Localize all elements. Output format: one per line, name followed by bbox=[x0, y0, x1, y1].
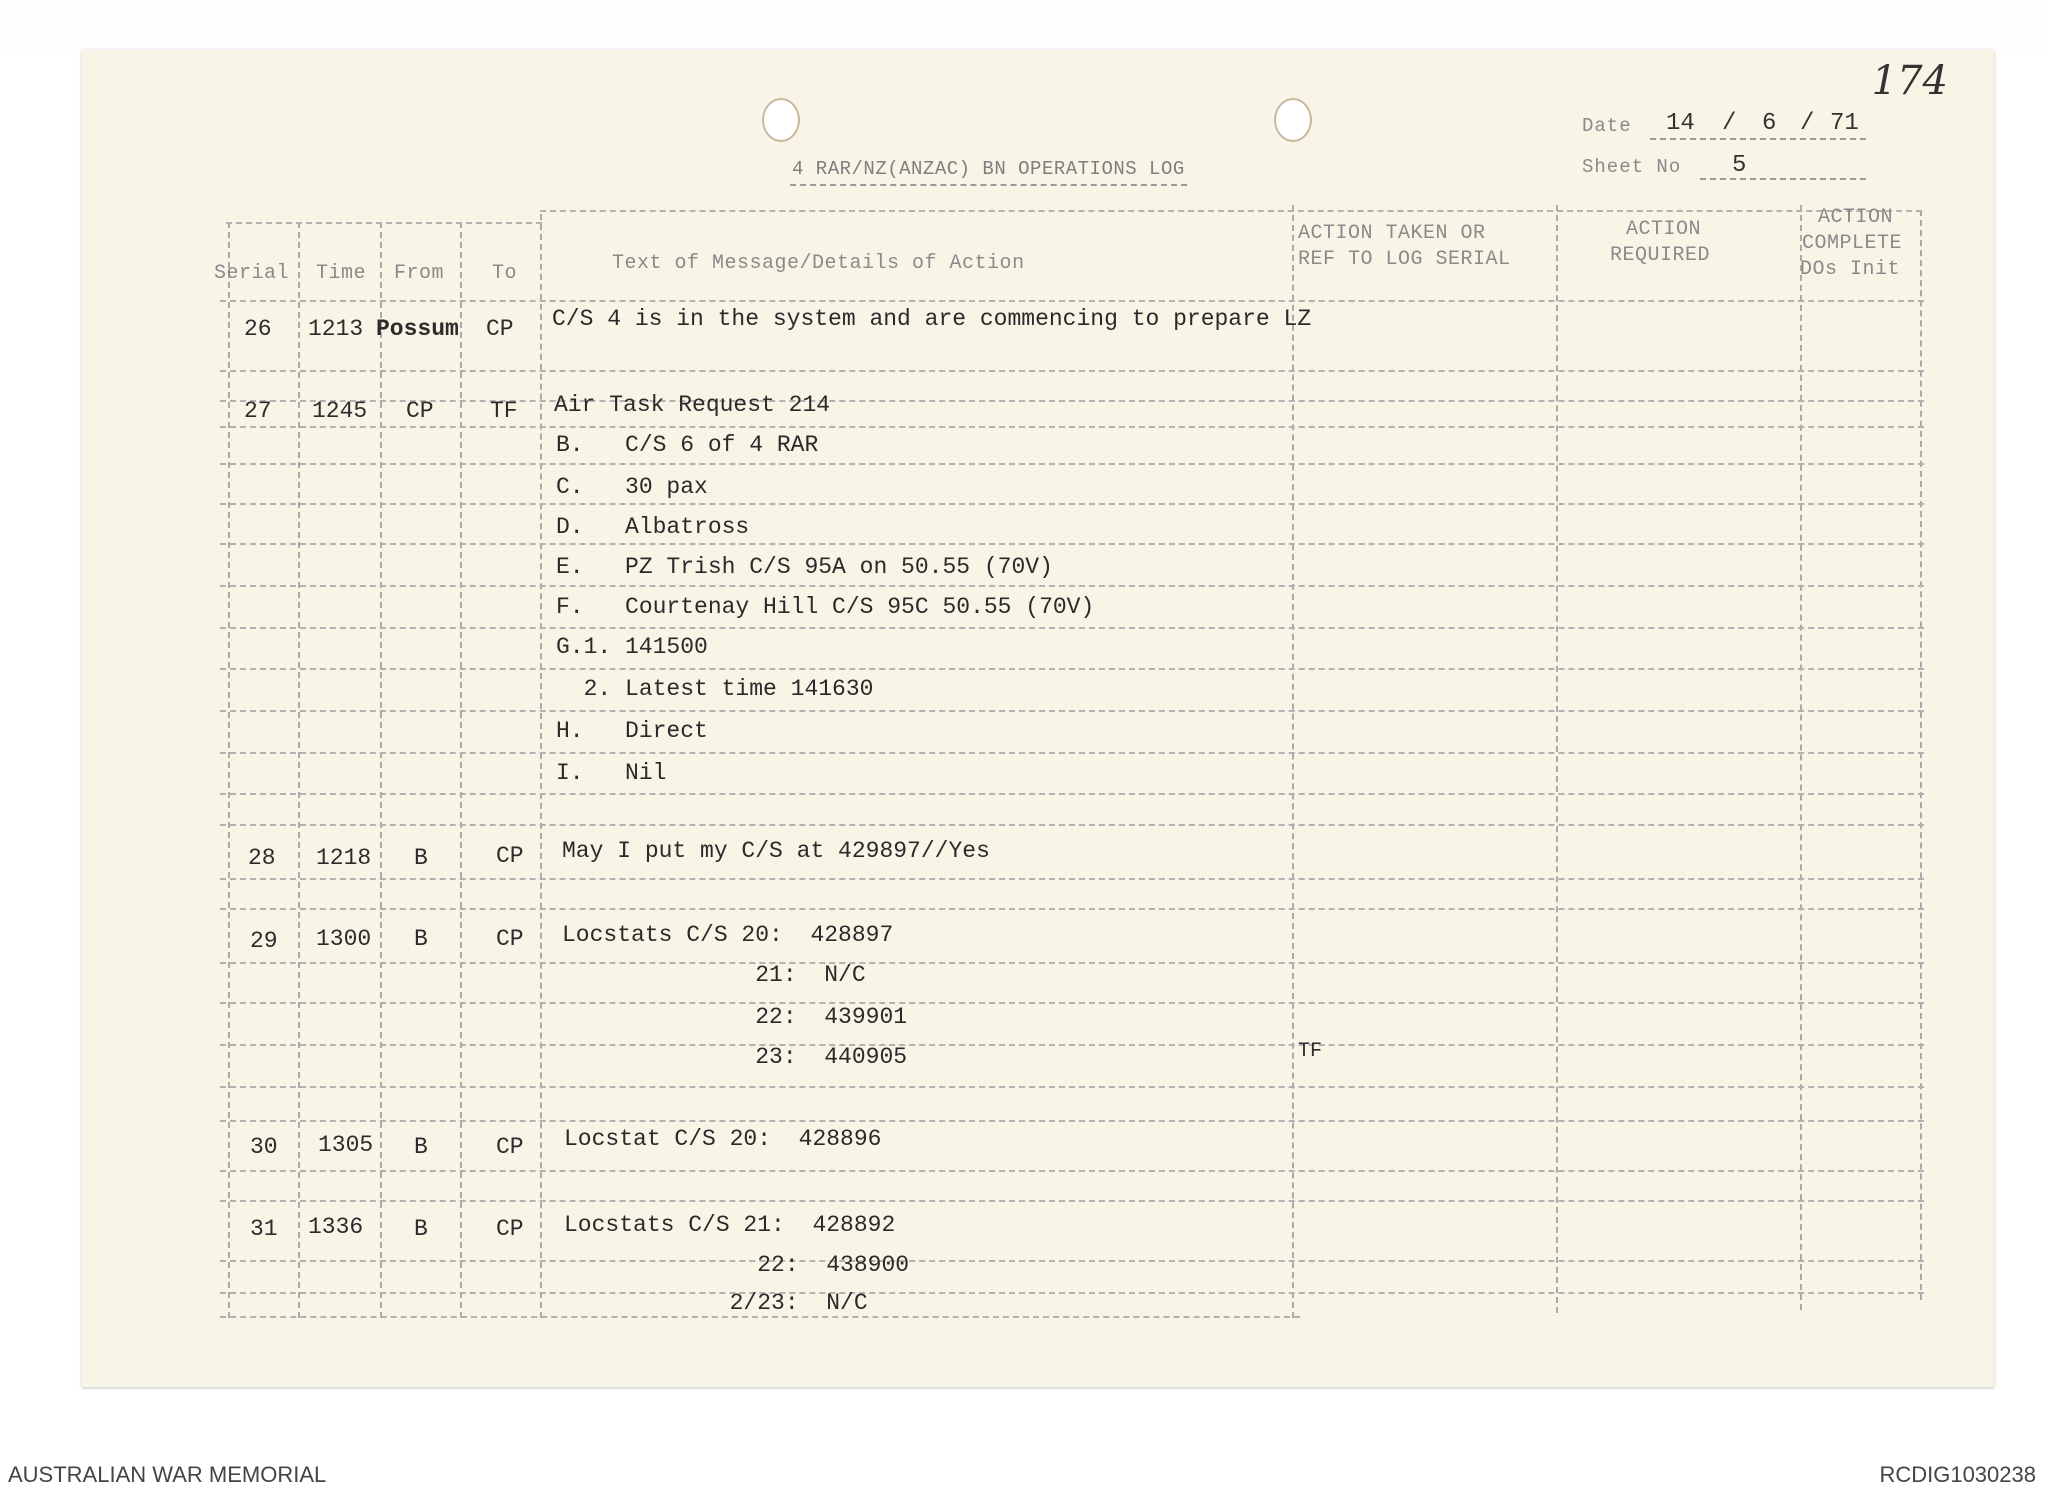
entry-to: CP bbox=[496, 926, 524, 952]
entry-text-line: 23: 440905 bbox=[562, 1044, 908, 1070]
col-header-from: From bbox=[394, 262, 445, 285]
date-sep-1: / bbox=[1722, 110, 1737, 137]
grid-hline bbox=[220, 1086, 1924, 1088]
entry-text-line: Locstat C/S 20: 428896 bbox=[564, 1126, 882, 1152]
grid-vline bbox=[540, 214, 542, 1318]
entry-to: CP bbox=[496, 1134, 524, 1160]
grid-hline bbox=[220, 908, 1924, 910]
col-header-action-required-2: REQUIRED bbox=[1610, 244, 1711, 267]
entry-text-line: C/S 4 is in the system and are commencing to prepare LZ bbox=[552, 306, 1312, 332]
action-taken-ref: TF bbox=[1298, 1040, 1323, 1063]
entry-time: 1336 bbox=[308, 1214, 364, 1240]
grid-vline bbox=[228, 222, 230, 1318]
entry-from: B bbox=[414, 1216, 428, 1242]
col-header-action-required-1: ACTION bbox=[1626, 218, 1702, 241]
grid-hline bbox=[220, 752, 1924, 754]
entry-text-line: 22: 438900 bbox=[564, 1252, 910, 1278]
date-month: 6 bbox=[1762, 110, 1777, 137]
entry-text-line: D. Albatross bbox=[556, 514, 750, 540]
entry-to: CP bbox=[496, 1216, 524, 1242]
grid-hline bbox=[220, 824, 1924, 826]
document-title: 4 RAR/NZ(ANZAC) BN OPERATIONS LOG bbox=[790, 158, 1187, 186]
grid-hline bbox=[220, 1044, 1924, 1046]
entry-text-line: 21: N/C bbox=[562, 962, 866, 988]
grid-hline bbox=[220, 1260, 1924, 1262]
entry-text-line: May I put my C/S at 429897//Yes bbox=[562, 838, 990, 864]
grid-hline bbox=[220, 710, 1924, 712]
col-header-serial: Serial bbox=[214, 262, 290, 285]
col-header-action-complete-1: ACTION bbox=[1818, 206, 1894, 229]
entry-serial: 26 bbox=[244, 316, 272, 342]
grid-hline bbox=[220, 370, 1924, 372]
grid-hline bbox=[220, 1120, 1924, 1122]
entry-from: Possum bbox=[376, 316, 459, 342]
entry-time: 1245 bbox=[312, 398, 368, 424]
grid-hline bbox=[220, 400, 1924, 402]
grid-vline bbox=[1920, 210, 1922, 1300]
grid-vline bbox=[460, 222, 462, 1318]
sheet-number: 5 bbox=[1732, 152, 1747, 179]
sheet-underline bbox=[1700, 178, 1866, 180]
grid-hline bbox=[220, 627, 1924, 629]
grid-hline bbox=[220, 503, 1924, 505]
footer-institution: AUSTRALIAN WAR MEMORIAL bbox=[8, 1462, 327, 1487]
col-header-action-taken-1: ACTION TAKEN OR bbox=[1298, 222, 1486, 245]
entry-serial: 31 bbox=[250, 1216, 278, 1242]
grid-hline bbox=[220, 426, 1924, 428]
entry-text-line: Air Task Request 214 bbox=[554, 392, 831, 418]
entry-from: B bbox=[414, 1134, 428, 1160]
grid-hline bbox=[220, 300, 1924, 302]
grid-hline bbox=[540, 210, 1922, 212]
grid-hline bbox=[226, 222, 542, 224]
entry-text-line: I. Nil bbox=[556, 760, 667, 786]
entry-serial: 30 bbox=[250, 1134, 278, 1160]
entry-from: B bbox=[414, 926, 428, 952]
sheet-label: Sheet No bbox=[1582, 156, 1682, 178]
grid-hline bbox=[220, 1292, 1924, 1294]
entry-text-line: Locstats C/S 21: 428892 bbox=[564, 1212, 896, 1238]
entry-time: 1305 bbox=[318, 1132, 374, 1158]
entry-time: 1300 bbox=[316, 926, 372, 952]
col-header-action-taken-2: REF TO LOG SERIAL bbox=[1298, 248, 1511, 271]
col-header-to: To bbox=[492, 262, 518, 285]
col-header-action-complete-3: DOs Init bbox=[1800, 258, 1901, 281]
col-header-time: Time bbox=[316, 262, 367, 285]
entry-text-line: G.1. 141500 bbox=[556, 634, 708, 660]
grid-hline bbox=[220, 793, 1924, 795]
entry-to: CP bbox=[496, 843, 524, 869]
entry-serial: 29 bbox=[250, 928, 278, 954]
grid-hline bbox=[220, 585, 1924, 587]
entry-from: CP bbox=[406, 398, 434, 424]
entry-time: 1213 bbox=[308, 316, 364, 342]
entry-text-line: Locstats C/S 20: 428897 bbox=[562, 922, 894, 948]
col-header-action-complete-2: COMPLETE bbox=[1802, 232, 1903, 255]
grid-hline bbox=[220, 1170, 1924, 1172]
entry-serial: 28 bbox=[248, 845, 276, 871]
entry-from: B bbox=[414, 845, 428, 871]
entry-text-line: C. 30 pax bbox=[556, 474, 708, 500]
top-margin bbox=[0, 0, 2048, 50]
grid-hline bbox=[220, 1002, 1924, 1004]
entry-time: 1218 bbox=[316, 845, 372, 871]
grid-vline bbox=[380, 222, 382, 1318]
entry-serial: 27 bbox=[244, 398, 272, 424]
entry-to: CP bbox=[486, 316, 514, 342]
date-year: 71 bbox=[1830, 110, 1859, 137]
entry-text-line: B. C/S 6 of 4 RAR bbox=[556, 432, 819, 458]
grid-hline bbox=[220, 1200, 1924, 1202]
entry-text-line: 2. Latest time 141630 bbox=[556, 676, 874, 702]
entry-text-line: F. Courtenay Hill C/S 95C 50.55 (70V) bbox=[556, 594, 1095, 620]
grid-hline bbox=[220, 668, 1924, 670]
entry-text-line: E. PZ Trish C/S 95A on 50.55 (70V) bbox=[556, 554, 1053, 580]
grid-hline bbox=[220, 962, 1924, 964]
entry-text-line: 2/23: N/C bbox=[564, 1290, 868, 1316]
col-header-text: Text of Message/Details of Action bbox=[612, 252, 1025, 275]
date-label: Date bbox=[1582, 115, 1632, 137]
date-day: 14 bbox=[1666, 110, 1695, 137]
entry-text-line: H. Direct bbox=[556, 718, 708, 744]
date-sep-2: / bbox=[1800, 110, 1815, 137]
punch-hole-left bbox=[762, 98, 800, 142]
grid-hline bbox=[220, 1316, 1300, 1318]
grid-hline bbox=[220, 463, 1924, 465]
page-number: 174 bbox=[1871, 58, 1948, 104]
date-underline bbox=[1650, 138, 1866, 140]
grid-vline bbox=[298, 222, 300, 1318]
footer-record-id: RCDIG1030238 bbox=[1879, 1462, 2036, 1487]
entry-text-line: 22: 439901 bbox=[562, 1004, 908, 1030]
punch-hole-right bbox=[1274, 98, 1312, 142]
entry-to: TF bbox=[490, 398, 518, 424]
grid-hline bbox=[220, 878, 1924, 880]
grid-hline bbox=[220, 543, 1924, 545]
